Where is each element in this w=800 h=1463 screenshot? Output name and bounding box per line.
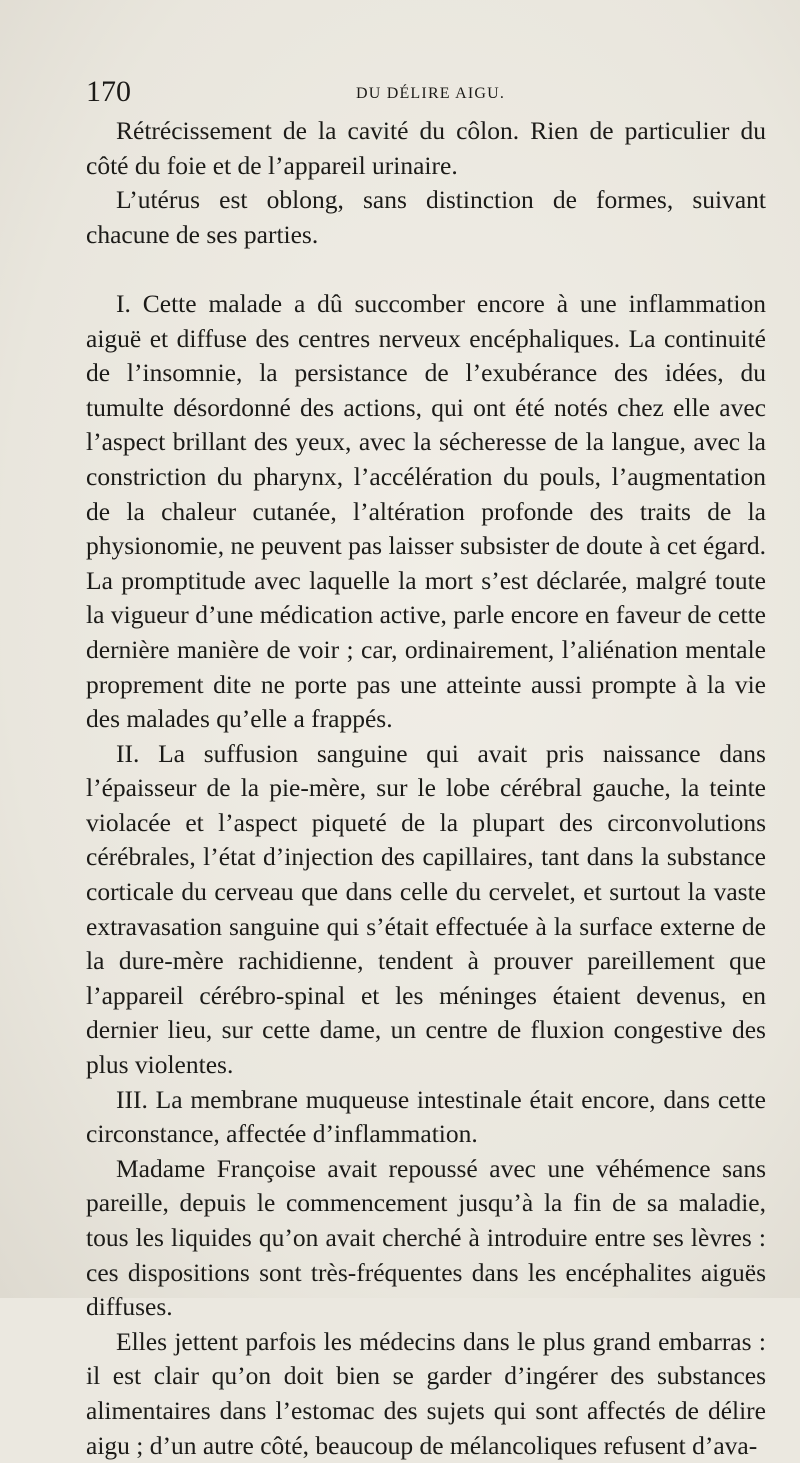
body-text bbox=[86, 114, 766, 1463]
page-number: 170 bbox=[86, 75, 131, 108]
paragraph: III. La membrane muqueuse intestinale était encore, dans cette circonstance, affectée d’inflammation. bbox=[86, 1084, 766, 1149]
paragraph: Madame Françoise avait repoussé avec une véhémence sans pareille, depuis le commencement jusqu’à la fin de sa maladie, tous les liquides qu’on avait cherché à introduire entre ses lèvres : ces dispositions sont très-fréquentes dans les encéphalites aiguës diffuses. bbox=[86, 1153, 766, 1322]
paragraph: II. La suffusion sanguine qui avait pris naissance dans l’épaisseur de la pie-mère, sur le lobe cérébral gauche, la teinte violacée et l’aspect piqueté de la plupart des circonvolutions cérébrales, l’état d’injection des capillaires, tant dans la substance corticale du cerveau que dans celle du cervelet, et surtout la vaste extravasation sanguine qui s’était effectuée à la surface externe de la dure-mère rachidienne, tendent à prouver pareillement que l’appareil cérébro-spinal et les méninges étaient devenus, en dernier lieu, sur cette dame, un centre de fluxion congestive des plus violentes. bbox=[86, 738, 766, 1080]
paragraph: Rétrécissement de la cavité du côlon. Rien de particulier du côté du foie et de l’appareil urinaire. bbox=[86, 116, 766, 180]
paragraph: Elles jettent parfois les médecins dans le plus grand embarras : il est clair qu’on doit bien se garder d’ingérer des substances alimentaires dans l’estomac des sujets qui sont affectés de délire aigu ; d’un autre côté, beaucoup de mélancoliques refusent d’ava- bbox=[86, 1326, 766, 1460]
page-header bbox=[86, 74, 776, 110]
paragraph: I. Cette malade a dû succomber encore à une inflammation aiguë et diffuse des centres nerveux encéphaliques. La continuité de l’insomnie, la persistance de l’exubérance des idées, du tumulte désordonné des actions, qui ont été notés chez elle avec l’aspect brillant des yeux, avec la sécheresse de la langue, avec la constriction du pharynx, l’accélération du pouls, l’augmentation de la chaleur cutanée, l’altération profonde des traits de la physionomie, ne peuvent pas laisser subsister de doute à cet égard. La promptitude avec laquelle la mort s’est déclarée, malgré toute la vigueur d’une médication active, parle encore en faveur de cette dernière manière de voir ; car, ordinairement, l’aliénation mentale proprement dite ne porte pas une atteinte aussi prompte à la vie des malades qu’elle a frappés. bbox=[86, 288, 766, 734]
paragraph: L’utérus est oblong, sans distinction de formes, suivant chacune de ses parties. bbox=[86, 185, 766, 249]
running-title: DU DÉLIRE AIGU. bbox=[356, 85, 506, 102]
